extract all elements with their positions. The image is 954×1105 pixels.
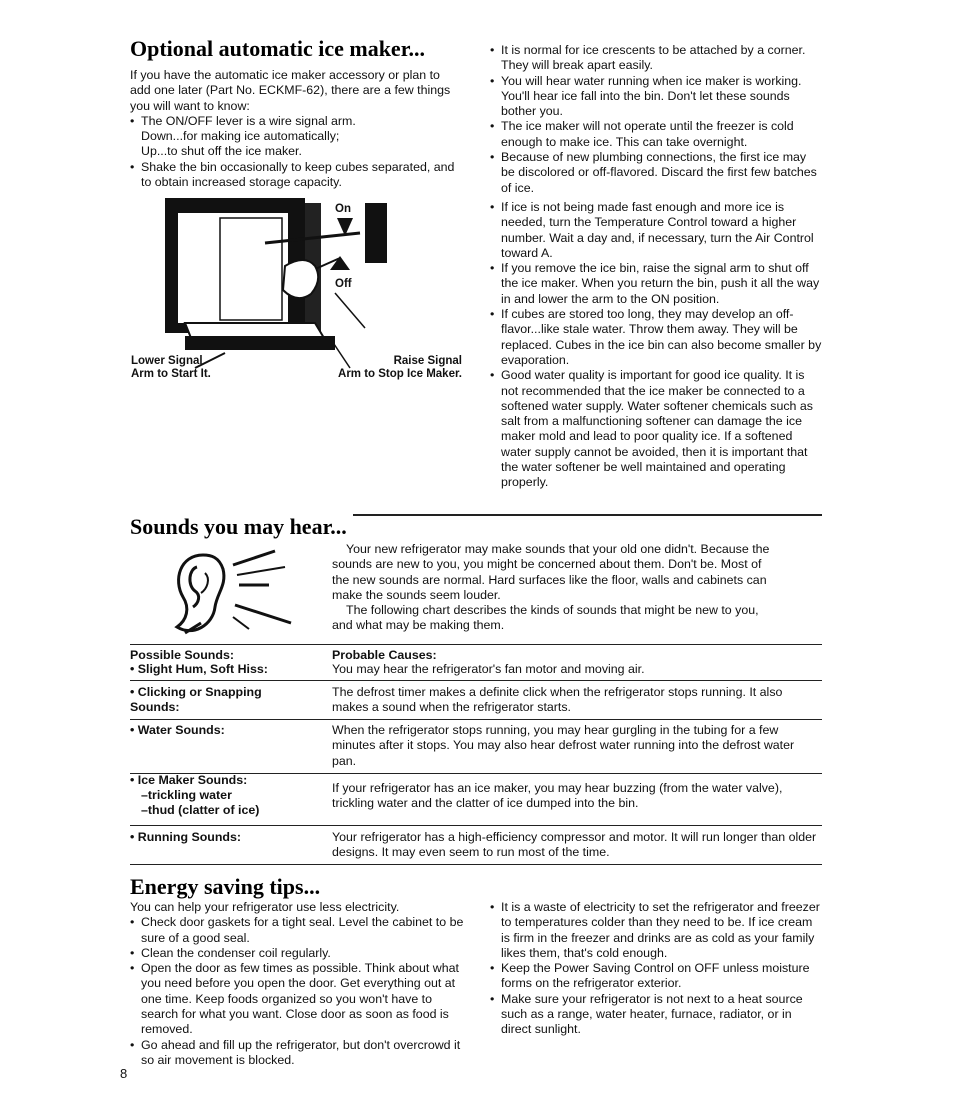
divider: [130, 719, 822, 720]
list-item: [490, 74, 822, 120]
list-item: [490, 368, 822, 490]
lever-down: Down...for making ice automatically;: [141, 129, 340, 144]
table-row: [130, 723, 820, 771]
list-item: [490, 119, 822, 150]
ice-maker-left-column: [130, 68, 462, 190]
caption-lower-signal: Lower Signal Arm to Start It.: [131, 355, 211, 380]
divider: [130, 864, 822, 865]
energy-left-list: [130, 915, 464, 1068]
sound-cause: The defrost timer makes a definite click when the refrigerator stops running. It also makes a sound when the refrigerator starts.: [332, 685, 783, 715]
sound-name: • Clicking or Snapping Sounds:: [130, 685, 262, 714]
ice-maker-intro: If you have the automatic ice maker accessory or plan to add one later (Part No. ECKMF-62), there are a few things you will want to know:: [130, 68, 451, 113]
ice-tip: Good water quality is important for good ice quality. It is not recommended that the ice maker be connected to a softened water supply. Water softener chemicals such as salt from a malfunctioning softener can damage the ice maker mold and lead to poor quality ice. If a softened water supply cannot be avoided, then it is important that the water softener be well maintained and operating properly.: [501, 368, 813, 490]
sound-name: • Slight Hum, Soft Hiss:: [130, 662, 268, 676]
sounds-intro-1: Your new refrigerator may make sounds that your old one didn't. Because the sounds are new to you, you might be concerned about them. Don't be. Most of the new sounds are normal. Hard surfaces like the floor, walls and cabinets can make the sounds seem louder.: [332, 542, 770, 602]
sound-subitem: –thud (clatter of ice): [141, 803, 260, 817]
list-item: [490, 961, 822, 992]
list-item: [130, 1038, 464, 1069]
energy-right-list: [490, 900, 822, 1038]
ice-maker-right-column: [490, 43, 822, 491]
ice-maker-left-list: [130, 114, 462, 190]
list-item: [130, 915, 464, 946]
table-row: [130, 685, 820, 721]
energy-intro: You can help your refrigerator use less electricity.: [130, 900, 400, 914]
list-item: [130, 160, 462, 191]
energy-tip: Make sure your refrigerator is not next to a heat source such as a range, water heater, furnace, radiator, or in direct sunlight.: [501, 991, 803, 1037]
ice-tip: It is normal for ice crescents to be attached by a corner. They will break apart easily.: [501, 43, 806, 73]
energy-right-column: [490, 900, 822, 1038]
sound-name: • Water Sounds:: [130, 723, 225, 737]
energy-tip: Open the door as few times as possible. Think about what you need before you open the door. Get everything out at one time. Keep foods organized so you won't have to search for what you want. Close door as soon as food is removed.: [141, 961, 459, 1037]
page-number: 8: [120, 1066, 128, 1081]
energy-left-column: [130, 900, 464, 1068]
ice-tip: If you remove the ice bin, raise the signal arm to shut off the ice maker. When you return the bin, push it all the way in and lower the arm to the ON position.: [501, 261, 820, 306]
label-off: Off: [335, 278, 352, 290]
divider: [130, 644, 822, 645]
table-row: [130, 662, 820, 682]
sound-name: • Running Sounds:: [130, 830, 242, 844]
list-item: [130, 114, 462, 160]
sound-cause: If your refrigerator has an ice maker, you may hear buzzing (from the water valve), trickling water and the clatter of ice dumped into the bin.: [332, 781, 783, 811]
list-item: [490, 900, 822, 961]
ice-tip: You will hear water running when ice maker is working. You'll hear ice fall into the bin. Don't let these sounds bother you.: [501, 73, 802, 119]
list-item: [490, 307, 822, 368]
energy-tip: Go ahead and fill up the refrigerator, but don't overcrowd it so air movement is blocked.: [141, 1037, 461, 1067]
sound-subitem: –trickling water: [141, 788, 232, 802]
sound-cause: You may hear the refrigerator's fan motor and moving air.: [332, 662, 645, 676]
ice-tip: Because of new plumbing connections, the first ice may be discolored or off-flavored. Discard the first few batches of ice.: [501, 150, 817, 195]
energy-title: Energy saving tips...: [130, 874, 321, 899]
list-item: [130, 961, 464, 1037]
shake-item: Shake the bin occasionally to keep cubes separated, and to obtain increased storage capacity.: [141, 159, 455, 190]
divider: [130, 680, 822, 681]
energy-tip: Keep the Power Saving Control on OFF unless moisture forms on the refrigerator exterior.: [501, 961, 810, 991]
label-on: On: [335, 203, 351, 215]
ice-maker-drawing: [165, 198, 415, 373]
sounds-intro: [332, 542, 772, 634]
energy-tip: Clean the condenser coil regularly.: [141, 945, 331, 960]
energy-tip: It is a waste of electricity to set the refrigerator and freezer to temperatures colder than they need to be. If ice cream is firm in the freezer and drinks are as cold as your family likes them, that's cold enough.: [501, 900, 820, 960]
table-row: [130, 773, 820, 823]
ice-maker-illustration: [165, 198, 415, 373]
sound-name: • Ice Maker Sounds: –trickling water –thud (clatter of ice): [130, 773, 320, 818]
ice-tip: If cubes are stored too long, they may develop an off-flavor...like stale water. Throw them away. They will be replaced. Cubes in the ice bin can also become smaller by evaporation.: [501, 307, 822, 367]
list-item: [490, 992, 822, 1038]
ear-illustration: [165, 545, 300, 637]
sound-cause: When the refrigerator stops running, you may hear gurgling in the tubing for a few minutes after it stops. You may also hear defrost water running into the defrost water pan.: [332, 723, 795, 768]
list-item: [490, 150, 822, 196]
lever-up: Up...to shut off the ice maker.: [141, 144, 302, 159]
sounds-title: Sounds you may hear...: [130, 514, 353, 540]
list-item: [490, 43, 822, 74]
ice-maker-right-list: [490, 43, 822, 491]
caption-raise-signal: Raise Signal Arm to Stop Ice Maker.: [338, 355, 462, 380]
ice-tip: If ice is not being made fast enough and more ice is needed, turn the Temperature Control toward a higher number. Wait a day and, if necessary, turn the Air Control toward A.: [501, 199, 814, 260]
sounds-intro-2: The following chart describes the kinds of sounds that might be new to you, and what may be making them.: [332, 603, 759, 633]
ear-icon: [165, 545, 300, 637]
lever-item: The ON/OFF lever is a wire signal arm.: [141, 113, 356, 128]
energy-tip: Check door gaskets for a tight seal. Level the cabinet to be sure of a good seal.: [141, 915, 464, 945]
header-possible-sounds: Possible Sounds:: [130, 648, 234, 662]
list-item: [490, 200, 822, 261]
header-probable-causes: Probable Causes:: [332, 648, 437, 662]
sound-cause: Your refrigerator has a high-efficiency compressor and motor. It will run longer than older designs. It may even seem to run most of the time.: [332, 830, 817, 860]
ice-tip: The ice maker will not operate until the freezer is cold enough to make ice. This can take overnight.: [501, 119, 794, 149]
list-item: [490, 261, 822, 307]
list-item: [130, 946, 464, 961]
ice-maker-title: Optional automatic ice maker...: [130, 36, 425, 61]
table-row: [130, 830, 820, 864]
divider: [130, 825, 822, 826]
